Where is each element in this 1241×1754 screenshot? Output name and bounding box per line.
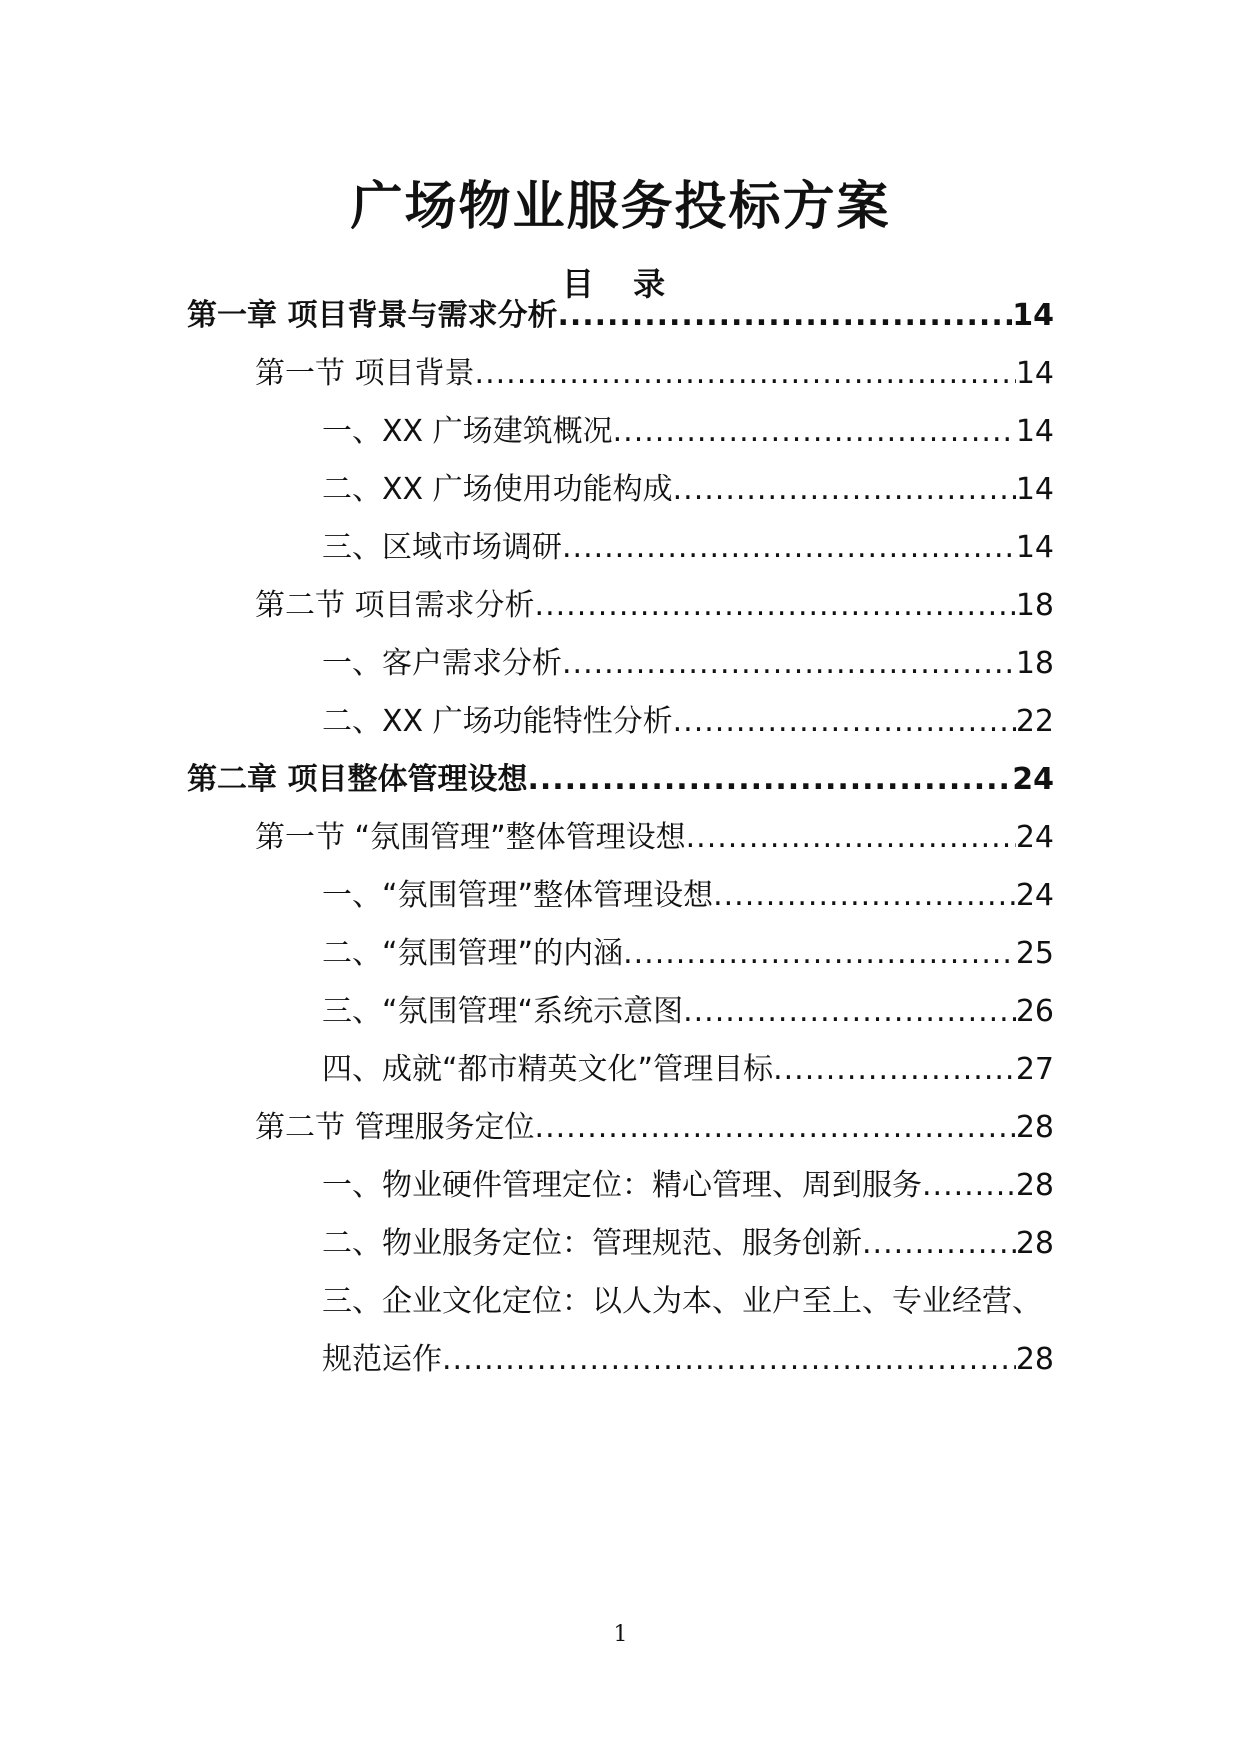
- toc-entry-label: 三、“氛围管理“系统示意图: [322, 994, 684, 1029]
- toc-entry[interactable]: [322, 468, 1054, 512]
- toc-entry-page: 14: [1015, 356, 1054, 391]
- toc-dot-leader: [613, 410, 1016, 454]
- toc-entry-page: 24: [1015, 878, 1054, 913]
- toc-entry[interactable]: [322, 874, 1054, 918]
- toc-dot-leader: [673, 700, 1016, 744]
- toc-entry[interactable]: [255, 584, 1054, 628]
- toc-dot-leader: [862, 1222, 1016, 1266]
- toc-entry[interactable]: [187, 758, 1054, 802]
- toc-entry-page: 28: [1015, 1110, 1054, 1145]
- toc-entry-label: 第二节 管理服务定位: [255, 1110, 535, 1145]
- toc-dot-leader: [442, 1338, 1016, 1382]
- toc-entry-label: 规范运作: [322, 1342, 442, 1377]
- toc-dot-leader: [773, 1048, 1016, 1092]
- toc-dot-leader: [557, 294, 1012, 338]
- toc-entry-page: 28: [1015, 1342, 1054, 1377]
- toc-entry-label: 一、“氛围管理”整体管理设想: [322, 878, 714, 913]
- toc-entry-page: 26: [1015, 994, 1054, 1029]
- toc-entry-label: 第二节 项目需求分析: [255, 588, 535, 623]
- toc-entry-label: 三、企业文化定位：以人为本、业户至上、专业经营、: [322, 1284, 1042, 1319]
- toc-dot-leader: [673, 468, 1016, 512]
- toc-entry-label: 一、物业硬件管理定位：精心管理、周到服务: [322, 1168, 922, 1203]
- toc-entry[interactable]: [255, 816, 1054, 860]
- toc-entry-label: 第一节 “氛围管理”整体管理设想: [255, 820, 686, 855]
- toc-dot-leader: [562, 642, 1016, 686]
- toc-entry[interactable]: [322, 526, 1054, 570]
- toc-entry-label: 二、物业服务定位：管理规范、服务创新: [322, 1226, 862, 1261]
- toc-entry-wrapped-line[interactable]: [322, 1280, 1054, 1324]
- toc-entry[interactable]: [322, 1222, 1054, 1266]
- toc-entry-page: 18: [1015, 646, 1054, 681]
- toc-entry[interactable]: [255, 352, 1054, 396]
- toc-entry[interactable]: [322, 1338, 1054, 1382]
- toc-entry-label: 一、XX 广场建筑概况: [322, 414, 613, 449]
- toc-entry[interactable]: [255, 1106, 1054, 1150]
- toc-entry-page: 24: [1015, 820, 1054, 855]
- toc-dot-leader: [527, 758, 1012, 802]
- toc-entry-page: 28: [1015, 1168, 1054, 1203]
- toc-entry-label: 第一章 项目背景与需求分析: [187, 298, 558, 333]
- toc-entry-label: 二、“氛围管理”的内涵: [322, 936, 624, 971]
- document-title: 广场物业服务投标方案: [350, 177, 891, 237]
- page-number: 1: [613, 1622, 628, 1647]
- toc-entry-page: 18: [1015, 588, 1054, 623]
- toc-entry-page: 25: [1015, 936, 1054, 971]
- toc-dot-leader: [922, 1164, 1016, 1208]
- toc-dot-leader: [475, 352, 1016, 396]
- toc-heading: 目 录: [561, 265, 680, 303]
- toc-entry[interactable]: [322, 932, 1054, 976]
- toc-entry[interactable]: [187, 294, 1054, 338]
- toc-entry[interactable]: [322, 700, 1054, 744]
- toc-entry-page: 14: [1015, 472, 1054, 507]
- toc-entry-page: 22: [1015, 704, 1054, 739]
- toc-entry-page: 14: [1012, 298, 1054, 333]
- toc-entry-page: 14: [1015, 414, 1054, 449]
- toc-dot-leader: [562, 526, 1016, 570]
- toc-entry[interactable]: [322, 410, 1054, 454]
- toc-entry-label: 一、客户需求分析: [322, 646, 562, 681]
- toc-entry[interactable]: [322, 642, 1054, 686]
- toc-entry-label: 四、成就“都市精英文化”管理目标: [322, 1052, 774, 1087]
- toc-dot-leader: [623, 932, 1016, 976]
- toc-entry-page: 27: [1015, 1052, 1054, 1087]
- toc-dot-leader: [713, 874, 1016, 918]
- toc-entry-label: 第一节 项目背景: [255, 356, 475, 391]
- toc-entry-page: 14: [1015, 530, 1054, 565]
- toc-entry-page: 24: [1012, 762, 1054, 797]
- toc-entry-label: 二、XX 广场使用功能构成: [322, 472, 673, 507]
- toc-entry-label: 三、区域市场调研: [322, 530, 562, 565]
- toc-dot-leader: [683, 990, 1016, 1034]
- toc-dot-leader: [535, 584, 1016, 628]
- toc-entry[interactable]: [322, 1164, 1054, 1208]
- toc-entry[interactable]: [322, 990, 1054, 1034]
- toc-entry-label: 二、XX 广场功能特性分析: [322, 704, 673, 739]
- toc-dot-leader: [686, 816, 1016, 860]
- toc-entry[interactable]: [322, 1048, 1054, 1092]
- toc-entry-label: 第二章 项目整体管理设想: [187, 762, 528, 797]
- toc-dot-leader: [535, 1106, 1016, 1150]
- toc-entry-page: 28: [1015, 1226, 1054, 1261]
